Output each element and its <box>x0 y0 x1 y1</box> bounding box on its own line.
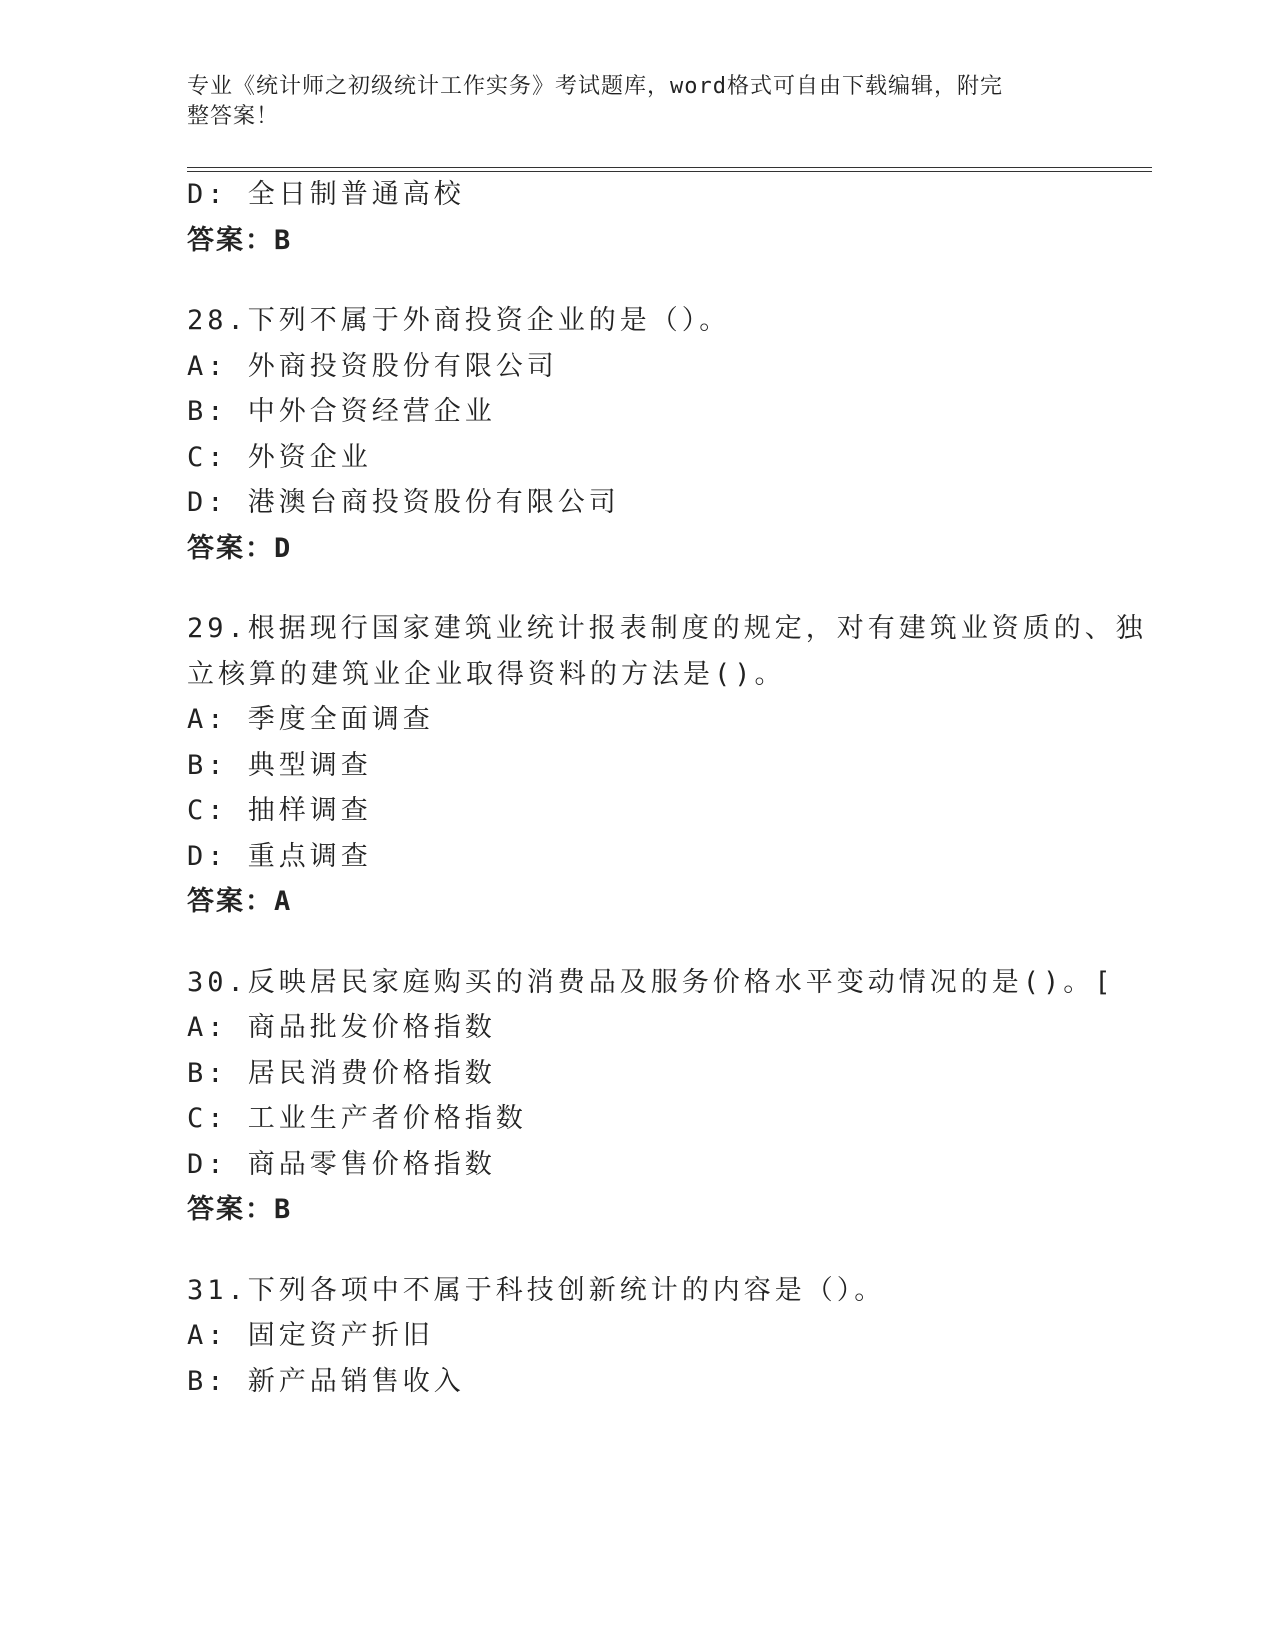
question-29 <box>187 606 1152 925</box>
answer: 答案：B <box>187 224 293 256</box>
document-page <box>187 72 1152 1404</box>
option-c: C: 抽样调查 <box>187 795 372 826</box>
option-b: B: 居民消费价格指数 <box>187 1057 496 1089</box>
answer: 答案：D <box>187 532 293 564</box>
option-a: A: 季度全面调查 <box>187 704 434 735</box>
document-header <box>187 72 1152 132</box>
option-d: D: 重点调查 <box>187 840 372 872</box>
header-line-2: 整答案！ <box>187 104 280 129</box>
option-c: C: 工业生产者价格指数 <box>187 1103 527 1134</box>
option-b: B: 新产品销售收入 <box>187 1365 465 1397</box>
option-d: D: 全日制普通高校 <box>187 179 465 210</box>
question-31 <box>187 1268 1152 1405</box>
question-stem: 28.下列不属于外商投资企业的是（）。 <box>187 305 731 336</box>
option-a: A: 固定资产折旧 <box>187 1320 434 1351</box>
answer: 答案：A <box>187 886 293 917</box>
question-stem-line-1: 29.根据现行国家建筑业统计报表制度的规定，对有建筑业资质的、独 <box>187 613 1147 644</box>
option-a: A: 外商投资股份有限公司 <box>187 350 558 382</box>
question-28 <box>187 298 1152 571</box>
question-stem: 30.反映居民家庭购买的消费品及服务价格水平变动情况的是()。[ <box>187 966 1115 998</box>
option-d: D: 港澳台商投资股份有限公司 <box>187 487 620 518</box>
question-stem: 31.下列各项中不属于科技创新统计的内容是（）。 <box>187 1274 886 1306</box>
answer: 答案：B <box>187 1194 293 1225</box>
option-a: A: 商品批发价格指数 <box>187 1012 496 1043</box>
option-b: B: 中外合资经营企业 <box>187 396 496 427</box>
question-stem-line-2: 立核算的建筑业企业取得资料的方法是()。 <box>187 658 786 690</box>
question-30 <box>187 960 1152 1233</box>
option-c: C: 外资企业 <box>187 441 372 473</box>
question-27-tail <box>187 172 1152 263</box>
option-d: D: 商品零售价格指数 <box>187 1148 496 1180</box>
option-b: B: 典型调查 <box>187 749 372 781</box>
header-line-1: 专业《统计师之初级统计工作实务》考试题库，word格式可自由下载编辑，附完 <box>187 74 1003 99</box>
